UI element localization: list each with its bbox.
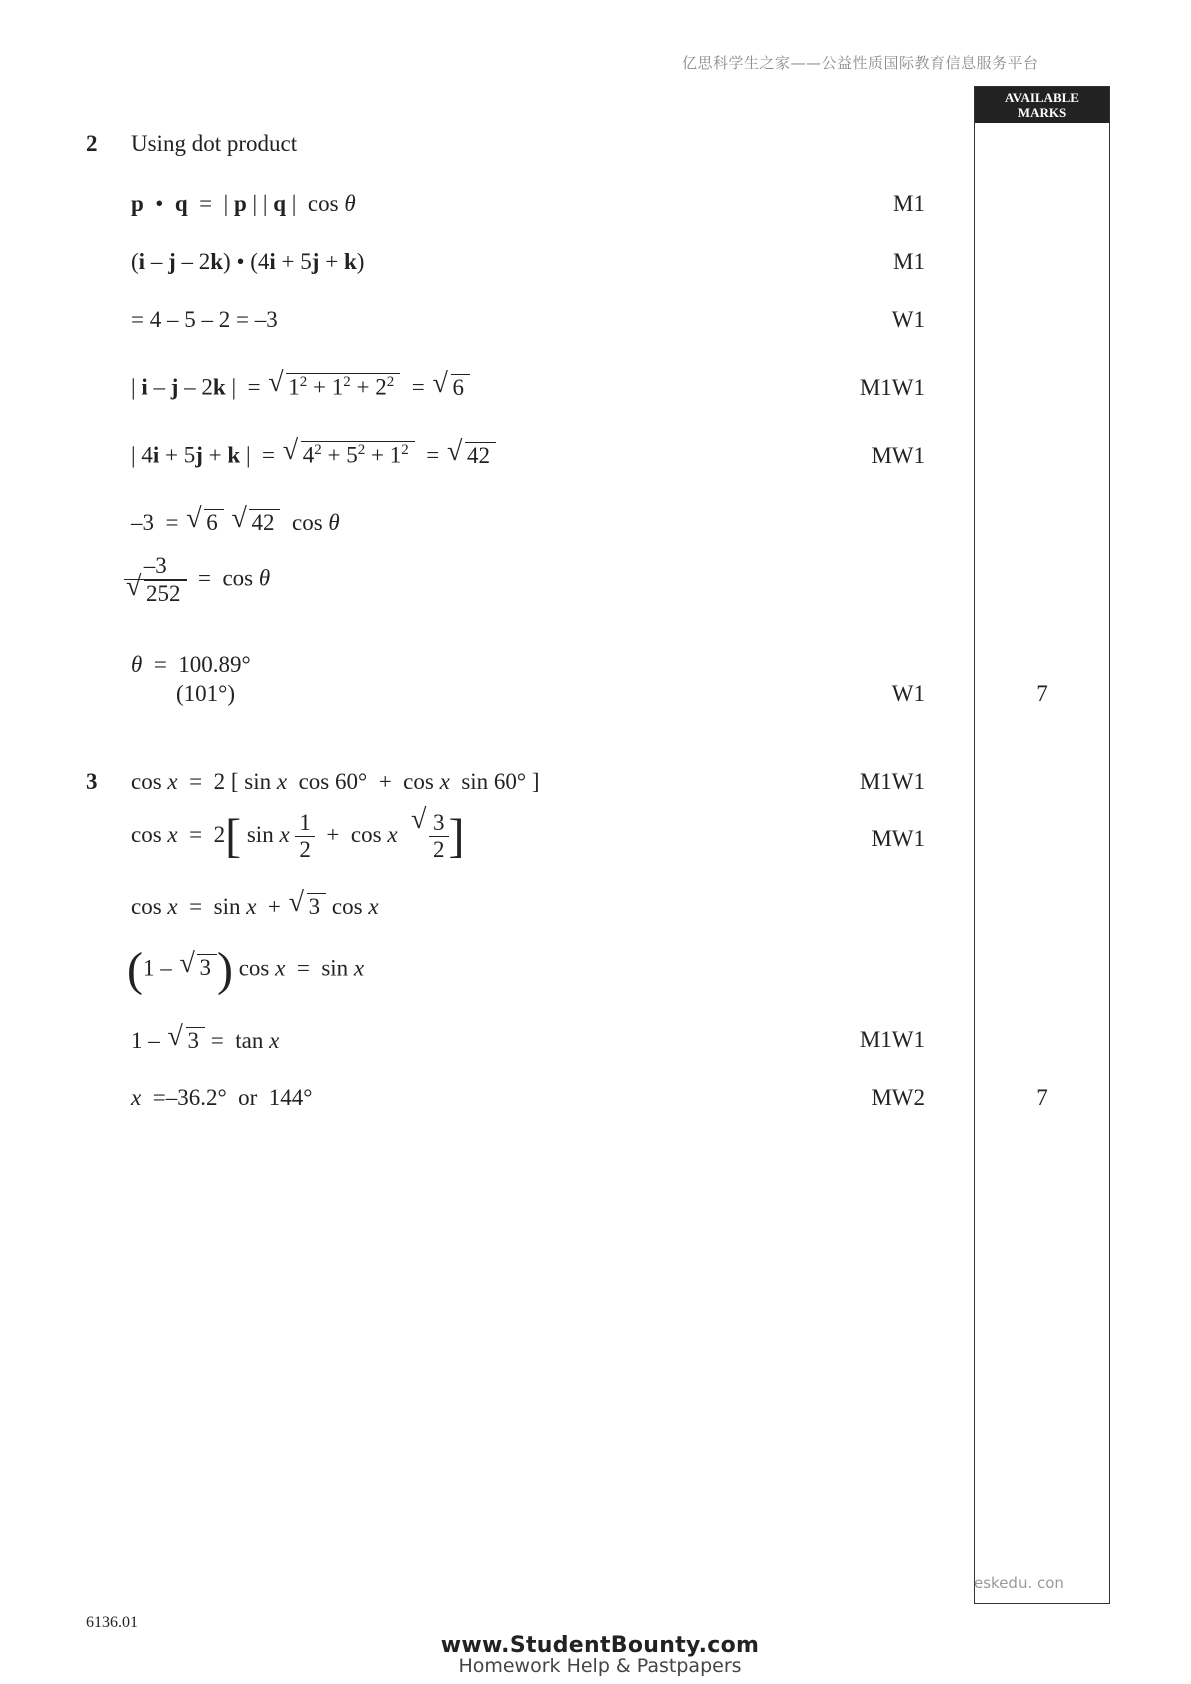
q2-mark-1: M1 bbox=[893, 191, 925, 216]
q2-available-marks: 7 bbox=[1036, 681, 1048, 706]
eskedu-watermark: eskedu. con bbox=[974, 1574, 1064, 1592]
q3-step-5: 1 – √ 3 = tan x bbox=[131, 1027, 279, 1054]
studentbounty-logo[interactable] bbox=[440, 1633, 760, 1677]
paper-code: 6136.01 bbox=[86, 1614, 138, 1631]
watermark-header: 亿思科学生之家——公益性质国际教育信息服务平台 bbox=[682, 54, 1039, 72]
question-2-number: 2 bbox=[86, 131, 98, 156]
q2-result: θ = 100.89° bbox=[131, 652, 251, 677]
q2-mark-2: M1 bbox=[893, 249, 925, 274]
marks-header-line-1: AVAILABLE bbox=[1005, 90, 1079, 105]
q3-step-4: (1 – √ 3 ) cos x = sin x bbox=[127, 950, 364, 990]
q2-step-2: (i – j – 2k) • (4i + 5j + k) bbox=[131, 249, 365, 274]
q2-step-7: –3 √ 252 = cos θ bbox=[124, 553, 270, 607]
studentbounty-site[interactable]: www.StudentBounty.com bbox=[440, 1633, 760, 1658]
q2-mark-4: M1W1 bbox=[859, 375, 925, 400]
q2-mark-5: MW1 bbox=[871, 443, 925, 468]
question-2-title: Using dot product bbox=[131, 131, 298, 156]
q2-result-rounded: (101°) bbox=[176, 681, 236, 706]
q3-mark-4: MW2 bbox=[871, 1085, 925, 1110]
marks-header-line-2: MARKS bbox=[1017, 105, 1067, 120]
q2-step-1: p • q = | p | | q | cos θ bbox=[131, 191, 356, 216]
q2-mark-3: W1 bbox=[891, 307, 925, 332]
available-marks-header bbox=[975, 87, 1109, 123]
q3-mark-1: M1W1 bbox=[859, 769, 925, 794]
q3-available-marks: 7 bbox=[1036, 1085, 1048, 1110]
q3-mark-2: MW1 bbox=[871, 826, 925, 851]
q3-mark-3: M1W1 bbox=[859, 1027, 925, 1052]
q3-step-2: cos x = 2[ sin x $\frac{1}{2}$ + cos x √ $\frac{3}{2}$ ] bbox=[131, 810, 465, 863]
q2-step-4: | i – j – 2k | = √ $1^2 + 1^2 + 2^2$ = √ 6 bbox=[131, 373, 470, 401]
q2-step-6: –3 = √ 6 √ 42 cos θ bbox=[131, 509, 340, 536]
question-3-number: 3 bbox=[86, 769, 98, 794]
q3-step-3: cos x = sin x + √ 3 cos x bbox=[131, 893, 379, 920]
q2-mark-6: W1 bbox=[891, 681, 925, 706]
q2-step-3: = 4 – 5 – 2 = –3 bbox=[131, 307, 278, 332]
available-marks-column bbox=[974, 86, 1110, 1604]
q3-final: x =–36.2° or 144° bbox=[131, 1085, 313, 1110]
q3-step-1: cos x = 2 [ sin x cos 60° + cos x sin 60° ] bbox=[131, 769, 540, 794]
q2-step-5: | 4i + 5j + k | = √ $4^2 + 5^2 + 1^2$ = √ 42 bbox=[131, 441, 496, 469]
studentbounty-tagline: Homework Help & Pastpapers bbox=[458, 1655, 742, 1677]
